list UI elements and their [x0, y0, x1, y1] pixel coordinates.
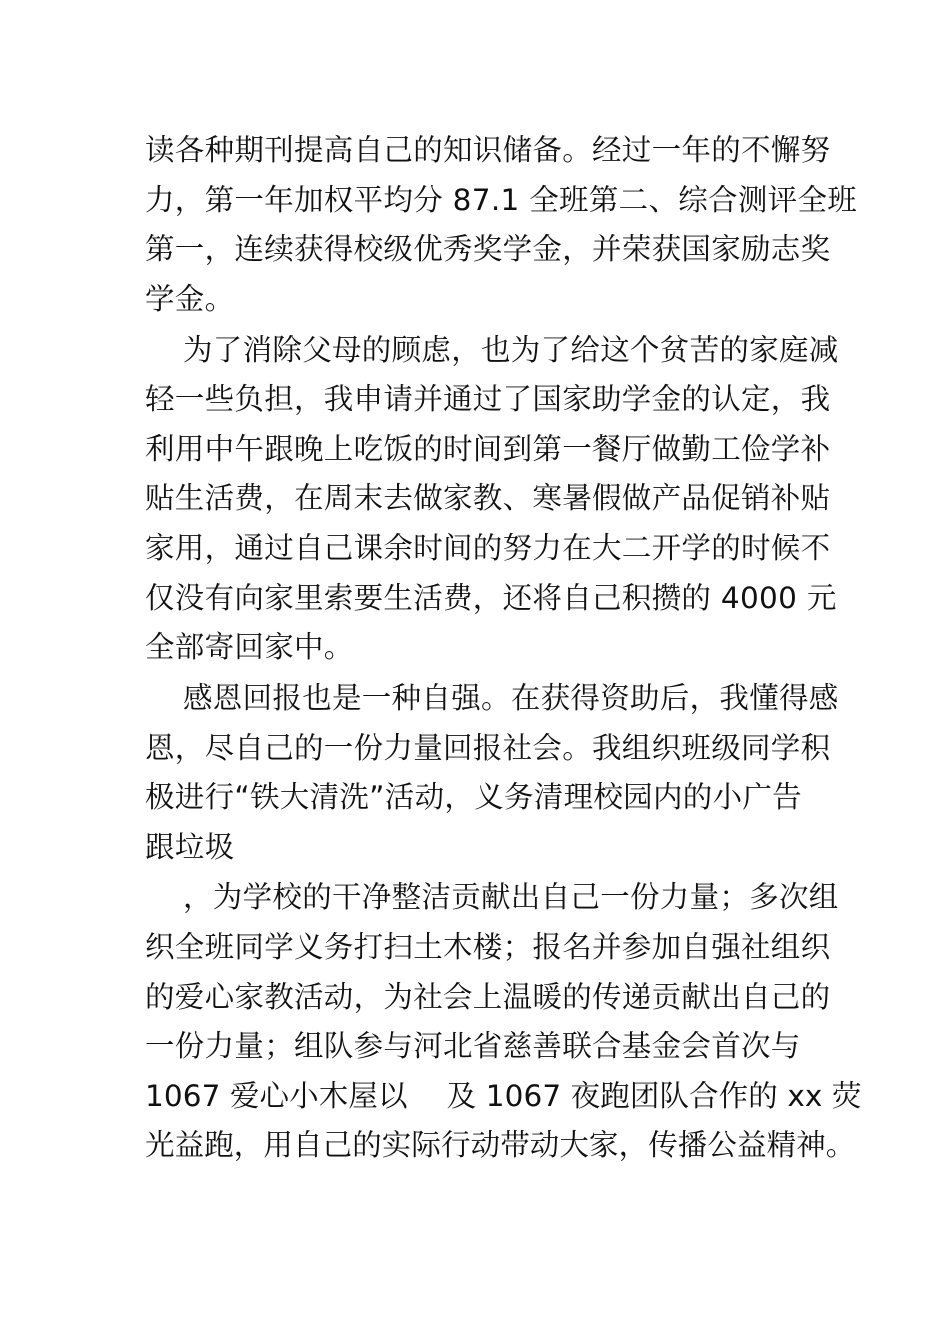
paragraph-3 [145, 674, 839, 872]
text-line: 一份力量；组队参与河北省慈善联合基金会首次与 [145, 1029, 801, 1064]
text-line: 家用，通过自己课余时间的努力在大二开学的时候不 [145, 530, 831, 565]
text-line: 仅没有向家里索要生活费，还将自己积攒的 4000 元 [145, 580, 837, 615]
text-line: 读各种期刊提高自己的知识储备。经过一年的不懈努 [145, 133, 831, 167]
text-line: 力，第一年加权平均分 87.1 全班第二、综合测评全班 [145, 182, 858, 217]
text-line: 织全班同学义务打扫土木楼；报名并参加自强社组织 [145, 930, 831, 965]
text-line: 的爱心家教活动，为社会上温暖的传递贡献出自己的 [145, 979, 831, 1014]
text-line: 1067 爱心小木屋以 及 1067 夜跑团队合作的 xx 荧 [145, 1078, 862, 1113]
paragraph-4 [145, 873, 862, 1171]
text-line: 光益跑，用自己的实际行动带动大家，传播公益精神。 [145, 1128, 856, 1163]
text-line: 恩，尽自己的一份力量回报社会。我组织班级同学积 [145, 730, 831, 765]
text-line: 学金。 [145, 281, 235, 316]
text-line: 第一，连续获得校级优秀奖学金，并荣获国家励志奖 [145, 232, 831, 267]
paragraph-1 [145, 126, 858, 324]
text-line: 全部寄回家中。 [145, 630, 354, 665]
text-line: 极进行“铁大清洗”活动，义务清理校园内的小广告 [145, 780, 802, 815]
text-line: 为了消除父母的顾虑，也为了给这个贫苦的家庭减 [183, 332, 839, 367]
text-line: 跟垃圾 [145, 829, 235, 864]
text-line: ，为学校的干净整洁贡献出自己一份力量；多次组 [183, 880, 839, 915]
paragraph-2 [145, 326, 839, 673]
text-line: 利用中午跟晚上吃饭的时间到第一餐厅做勤工俭学补 [145, 431, 831, 466]
text-line: 贴生活费，在周末去做家教、寒暑假做产品促销补贴 [145, 481, 831, 516]
document-body [145, 126, 862, 1171]
text-line: 感恩回报也是一种自强。在获得资助后，我懂得感 [183, 680, 839, 715]
text-line: 轻一些负担，我申请并通过了国家助学金的认定，我 [145, 382, 831, 417]
